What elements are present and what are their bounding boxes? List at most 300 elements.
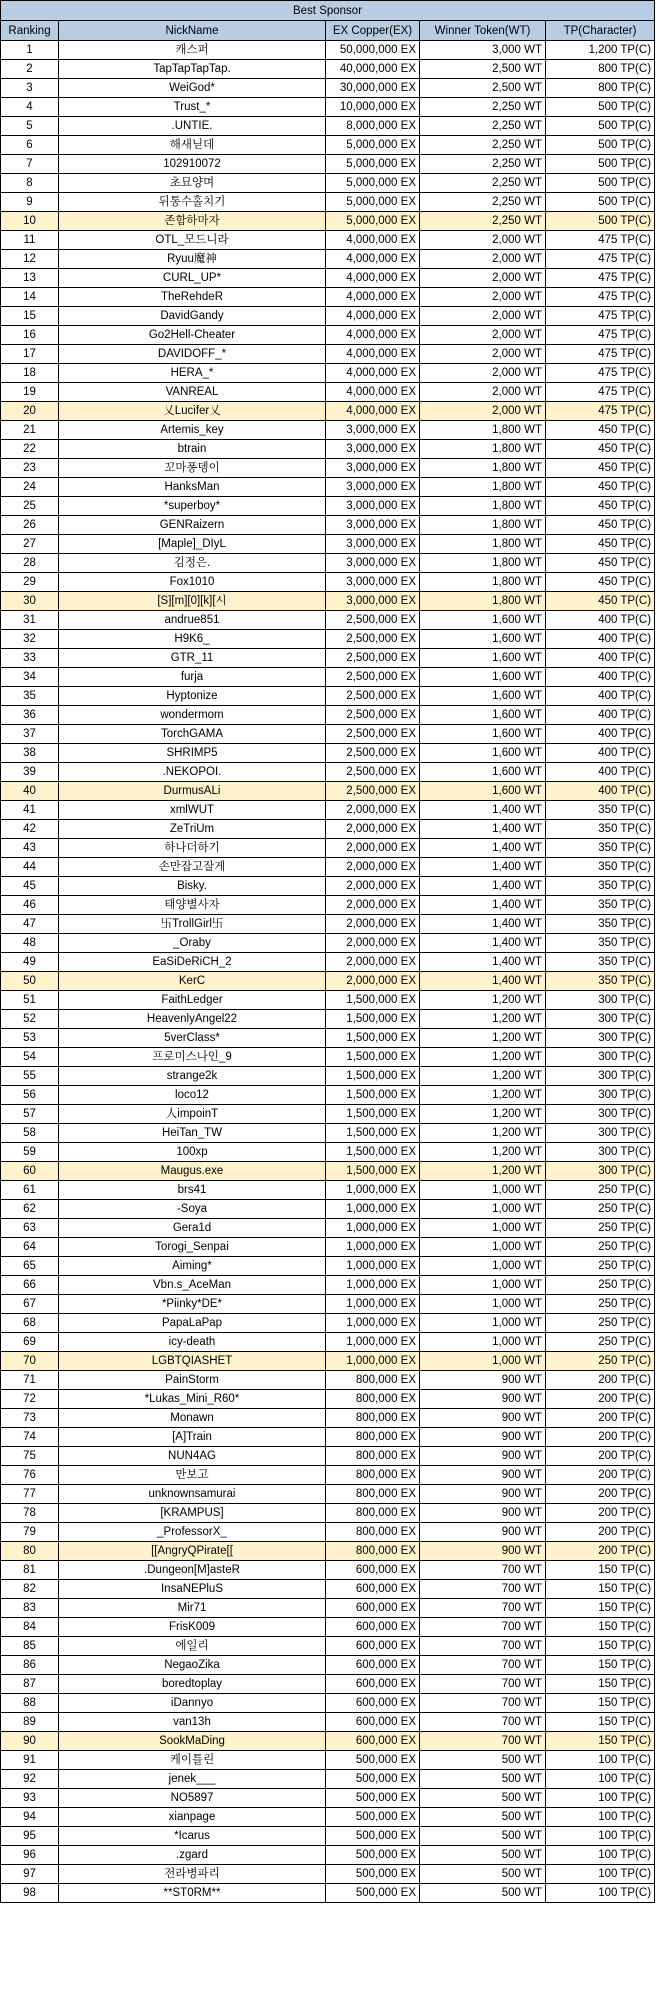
cell-ranking: 6 [1,136,59,155]
cell-ex-copper: 600,000 EX [326,1618,420,1637]
cell-ex-copper: 600,000 EX [326,1694,420,1713]
cell-tp-character: 300 TP(C) [546,991,655,1010]
cell-ranking: 72 [1,1390,59,1409]
cell-tp-character: 475 TP(C) [546,269,655,288]
header-nickname: NickName [59,21,326,41]
cell-winner-token: 2,250 WT [420,98,546,117]
cell-tp-character: 400 TP(C) [546,668,655,687]
cell-tp-character: 150 TP(C) [546,1694,655,1713]
cell-ex-copper: 2,000,000 EX [326,858,420,877]
cell-ranking: 61 [1,1181,59,1200]
table-row [1,1542,655,1561]
cell-nickname: LGBTQIASHET [59,1352,326,1371]
cell-winner-token: 2,000 WT [420,402,546,421]
table-row [1,193,655,212]
table-row [1,1884,655,1903]
table-row [1,364,655,383]
cell-nickname: andrue851 [59,611,326,630]
table-row [1,1808,655,1827]
table-row [1,345,655,364]
cell-winner-token: 1,800 WT [420,459,546,478]
cell-ranking: 20 [1,402,59,421]
cell-nickname: TorchGAMA [59,725,326,744]
cell-tp-character: 150 TP(C) [546,1580,655,1599]
cell-ranking: 17 [1,345,59,364]
header-ranking: Ranking [1,21,59,41]
cell-nickname: FaithLedger [59,991,326,1010]
cell-nickname: 전라병파리 [59,1865,326,1884]
table-row [1,649,655,668]
cell-ex-copper: 2,500,000 EX [326,744,420,763]
table-row [1,1219,655,1238]
table-body [1,1,655,1903]
cell-nickname: [KRAMPUS] [59,1504,326,1523]
cell-ex-copper: 800,000 EX [326,1542,420,1561]
cell-ranking: 2 [1,60,59,79]
cell-ranking: 73 [1,1409,59,1428]
cell-winner-token: 1,000 WT [420,1333,546,1352]
cell-tp-character: 200 TP(C) [546,1447,655,1466]
cell-tp-character: 400 TP(C) [546,744,655,763]
cell-nickname: 만보고 [59,1466,326,1485]
table-row [1,1694,655,1713]
table-row [1,1732,655,1751]
cell-winner-token: 1,600 WT [420,725,546,744]
cell-ex-copper: 600,000 EX [326,1561,420,1580]
cell-nickname: furja [59,668,326,687]
cell-ranking: 24 [1,478,59,497]
cell-ex-copper: 4,000,000 EX [326,402,420,421]
cell-ex-copper: 2,500,000 EX [326,668,420,687]
cell-nickname: 꼬마퐁뎅이 [59,459,326,478]
cell-winner-token: 3,000 WT [420,41,546,60]
table-row [1,1656,655,1675]
cell-winner-token: 1,800 WT [420,421,546,440]
cell-ex-copper: 600,000 EX [326,1732,420,1751]
cell-winner-token: 2,250 WT [420,117,546,136]
cell-ranking: 58 [1,1124,59,1143]
table-row [1,117,655,136]
cell-nickname: loco12 [59,1086,326,1105]
cell-nickname: 태양별사자 [59,896,326,915]
cell-winner-token: 1,600 WT [420,782,546,801]
cell-nickname: brs41 [59,1181,326,1200]
cell-tp-character: 500 TP(C) [546,98,655,117]
cell-winner-token: 2,250 WT [420,193,546,212]
cell-ranking: 26 [1,516,59,535]
cell-tp-character: 300 TP(C) [546,1086,655,1105]
cell-winner-token: 2,000 WT [420,326,546,345]
cell-nickname: 해새닏데 [59,136,326,155]
cell-ex-copper: 1,500,000 EX [326,991,420,1010]
cell-tp-character: 250 TP(C) [546,1352,655,1371]
cell-tp-character: 400 TP(C) [546,649,655,668]
cell-ex-copper: 3,000,000 EX [326,497,420,516]
table-row [1,1428,655,1447]
table-row [1,706,655,725]
cell-winner-token: 2,000 WT [420,269,546,288]
cell-tp-character: 500 TP(C) [546,117,655,136]
cell-ranking: 84 [1,1618,59,1637]
cell-winner-token: 1,200 WT [420,1124,546,1143]
cell-ex-copper: 1,500,000 EX [326,1086,420,1105]
cell-nickname: VANREAL [59,383,326,402]
cell-ranking: 34 [1,668,59,687]
table-row [1,1751,655,1770]
cell-ex-copper: 2,000,000 EX [326,896,420,915]
cell-ranking: 15 [1,307,59,326]
table-row [1,763,655,782]
cell-ranking: 62 [1,1200,59,1219]
cell-tp-character: 350 TP(C) [546,877,655,896]
cell-tp-character: 400 TP(C) [546,687,655,706]
cell-winner-token: 1,200 WT [420,1086,546,1105]
cell-nickname: [[AngryQPirate[[ [59,1542,326,1561]
cell-ex-copper: 4,000,000 EX [326,383,420,402]
cell-tp-character: 300 TP(C) [546,1029,655,1048]
cell-ex-copper: 2,500,000 EX [326,706,420,725]
cell-tp-character: 400 TP(C) [546,630,655,649]
cell-nickname: NegaoZika [59,1656,326,1675]
cell-ex-copper: 2,000,000 EX [326,820,420,839]
cell-ex-copper: 5,000,000 EX [326,212,420,231]
cell-ranking: 54 [1,1048,59,1067]
cell-tp-character: 150 TP(C) [546,1732,655,1751]
cell-tp-character: 475 TP(C) [546,250,655,269]
cell-tp-character: 500 TP(C) [546,155,655,174]
cell-tp-character: 350 TP(C) [546,953,655,972]
cell-nickname: xmlWUT [59,801,326,820]
cell-ranking: 48 [1,934,59,953]
cell-ex-copper: 1,000,000 EX [326,1314,420,1333]
table-title: Best Sponsor [1,1,655,21]
table-row [1,269,655,288]
cell-tp-character: 250 TP(C) [546,1181,655,1200]
cell-ranking: 88 [1,1694,59,1713]
cell-ex-copper: 2,500,000 EX [326,782,420,801]
cell-nickname: wondermom [59,706,326,725]
cell-tp-character: 350 TP(C) [546,934,655,953]
table-row [1,79,655,98]
table-row [1,782,655,801]
cell-ex-copper: 2,500,000 EX [326,611,420,630]
cell-ex-copper: 1,500,000 EX [326,1067,420,1086]
cell-ranking: 57 [1,1105,59,1124]
cell-nickname: TheRehdeR [59,288,326,307]
cell-ex-copper: 500,000 EX [326,1827,420,1846]
table-row [1,1086,655,1105]
cell-ranking: 44 [1,858,59,877]
table-row [1,1010,655,1029]
cell-tp-character: 200 TP(C) [546,1523,655,1542]
cell-winner-token: 1,400 WT [420,820,546,839]
cell-ranking: 87 [1,1675,59,1694]
cell-nickname: EaSiDeRiCH_2 [59,953,326,972]
cell-tp-character: 200 TP(C) [546,1504,655,1523]
cell-winner-token: 2,000 WT [420,364,546,383]
cell-ranking: 66 [1,1276,59,1295]
header-winner-token: Winner Token(WT) [420,21,546,41]
cell-nickname: Bisky. [59,877,326,896]
table-row [1,326,655,345]
cell-ex-copper: 800,000 EX [326,1466,420,1485]
table-row [1,991,655,1010]
cell-tp-character: 250 TP(C) [546,1333,655,1352]
cell-ranking: 97 [1,1865,59,1884]
cell-ex-copper: 600,000 EX [326,1713,420,1732]
cell-ex-copper: 3,000,000 EX [326,440,420,459]
cell-tp-character: 100 TP(C) [546,1884,655,1903]
cell-nickname: _Oraby [59,934,326,953]
table-row [1,630,655,649]
cell-nickname: 하나더하기 [59,839,326,858]
cell-nickname: Torogi_Senpai [59,1238,326,1257]
cell-winner-token: 900 WT [420,1390,546,1409]
cell-nickname: boredtoplay [59,1675,326,1694]
cell-winner-token: 900 WT [420,1504,546,1523]
cell-winner-token: 1,400 WT [420,972,546,991]
cell-nickname: PapaLaPap [59,1314,326,1333]
cell-ex-copper: 4,000,000 EX [326,364,420,383]
cell-winner-token: 500 WT [420,1770,546,1789]
cell-ex-copper: 2,500,000 EX [326,725,420,744]
cell-nickname: icy-death [59,1333,326,1352]
cell-nickname: unknownsamurai [59,1485,326,1504]
cell-ex-copper: 600,000 EX [326,1637,420,1656]
cell-tp-character: 100 TP(C) [546,1770,655,1789]
table-row [1,1504,655,1523]
cell-ex-copper: 1,500,000 EX [326,1048,420,1067]
cell-winner-token: 1,000 WT [420,1238,546,1257]
cell-ex-copper: 800,000 EX [326,1371,420,1390]
cell-ex-copper: 1,000,000 EX [326,1295,420,1314]
cell-ranking: 37 [1,725,59,744]
cell-nickname: Vbn.s_AceMan [59,1276,326,1295]
cell-nickname: .NEKOPOI. [59,763,326,782]
cell-ranking: 21 [1,421,59,440]
table-row [1,1561,655,1580]
cell-tp-character: 200 TP(C) [546,1485,655,1504]
cell-tp-character: 475 TP(C) [546,364,655,383]
cell-winner-token: 700 WT [420,1561,546,1580]
table-row [1,820,655,839]
cell-winner-token: 1,200 WT [420,1105,546,1124]
cell-ex-copper: 800,000 EX [326,1485,420,1504]
table-row [1,877,655,896]
cell-nickname: KerC [59,972,326,991]
cell-tp-character: 450 TP(C) [546,516,655,535]
cell-ex-copper: 1,500,000 EX [326,1143,420,1162]
cell-ranking: 8 [1,174,59,193]
table-row [1,1447,655,1466]
cell-tp-character: 475 TP(C) [546,326,655,345]
cell-winner-token: 2,500 WT [420,60,546,79]
cell-winner-token: 1,400 WT [420,953,546,972]
cell-winner-token: 900 WT [420,1466,546,1485]
cell-winner-token: 700 WT [420,1713,546,1732]
table-row [1,136,655,155]
cell-ranking: 74 [1,1428,59,1447]
cell-tp-character: 200 TP(C) [546,1466,655,1485]
cell-ex-copper: 5,000,000 EX [326,136,420,155]
cell-winner-token: 1,200 WT [420,1029,546,1048]
cell-ranking: 51 [1,991,59,1010]
cell-ranking: 47 [1,915,59,934]
cell-ranking: 5 [1,117,59,136]
cell-ranking: 80 [1,1542,59,1561]
cell-winner-token: 2,500 WT [420,79,546,98]
cell-nickname: .zgard [59,1846,326,1865]
cell-nickname: PainStorm [59,1371,326,1390]
cell-ranking: 89 [1,1713,59,1732]
cell-winner-token: 1,000 WT [420,1257,546,1276]
cell-winner-token: 2,000 WT [420,231,546,250]
table-row [1,535,655,554]
cell-winner-token: 500 WT [420,1751,546,1770]
cell-nickname: Hyptonize [59,687,326,706]
cell-tp-character: 450 TP(C) [546,554,655,573]
cell-nickname: Trust_* [59,98,326,117]
cell-nickname: InsaNEPluS [59,1580,326,1599]
table-row [1,1143,655,1162]
cell-nickname: ZeTriUm [59,820,326,839]
cell-ranking: 14 [1,288,59,307]
cell-ranking: 27 [1,535,59,554]
cell-tp-character: 350 TP(C) [546,915,655,934]
cell-tp-character: 350 TP(C) [546,839,655,858]
cell-winner-token: 1,600 WT [420,649,546,668]
cell-ex-copper: 1,000,000 EX [326,1238,420,1257]
cell-tp-character: 450 TP(C) [546,440,655,459]
cell-ranking: 98 [1,1884,59,1903]
cell-tp-character: 150 TP(C) [546,1675,655,1694]
cell-nickname: TapTapTapTap. [59,60,326,79]
cell-tp-character: 400 TP(C) [546,611,655,630]
cell-winner-token: 1,200 WT [420,991,546,1010]
cell-ranking: 90 [1,1732,59,1751]
cell-nickname: xianpage [59,1808,326,1827]
cell-ranking: 45 [1,877,59,896]
cell-ranking: 59 [1,1143,59,1162]
cell-ranking: 23 [1,459,59,478]
cell-winner-token: 1,400 WT [420,877,546,896]
table-row [1,174,655,193]
cell-tp-character: 100 TP(C) [546,1827,655,1846]
cell-ex-copper: 40,000,000 EX [326,60,420,79]
table-row [1,1846,655,1865]
cell-tp-character: 475 TP(C) [546,288,655,307]
table-row [1,1048,655,1067]
cell-ranking: 29 [1,573,59,592]
table-row [1,554,655,573]
cell-ex-copper: 2,500,000 EX [326,687,420,706]
table-row [1,1485,655,1504]
cell-ranking: 60 [1,1162,59,1181]
cell-nickname: 5verClass* [59,1029,326,1048]
cell-tp-character: 400 TP(C) [546,763,655,782]
cell-tp-character: 100 TP(C) [546,1789,655,1808]
cell-ranking: 33 [1,649,59,668]
table-row [1,440,655,459]
cell-ranking: 65 [1,1257,59,1276]
cell-ex-copper: 2,000,000 EX [326,839,420,858]
cell-winner-token: 500 WT [420,1846,546,1865]
cell-ex-copper: 2,000,000 EX [326,877,420,896]
cell-tp-character: 200 TP(C) [546,1409,655,1428]
table-row [1,60,655,79]
cell-ex-copper: 4,000,000 EX [326,288,420,307]
cell-winner-token: 700 WT [420,1656,546,1675]
cell-ex-copper: 1,500,000 EX [326,1029,420,1048]
cell-ex-copper: 2,000,000 EX [326,953,420,972]
cell-winner-token: 1,800 WT [420,554,546,573]
table-row [1,1276,655,1295]
cell-tp-character: 250 TP(C) [546,1200,655,1219]
cell-nickname: 人impoinT [59,1105,326,1124]
cell-ranking: 1 [1,41,59,60]
cell-ex-copper: 4,000,000 EX [326,345,420,364]
table-row [1,1789,655,1808]
cell-nickname: 100xp [59,1143,326,1162]
cell-ex-copper: 3,000,000 EX [326,459,420,478]
cell-tp-character: 800 TP(C) [546,79,655,98]
cell-tp-character: 300 TP(C) [546,1162,655,1181]
cell-winner-token: 1,000 WT [420,1219,546,1238]
cell-tp-character: 150 TP(C) [546,1713,655,1732]
cell-ranking: 22 [1,440,59,459]
cell-winner-token: 2,000 WT [420,307,546,326]
cell-ranking: 70 [1,1352,59,1371]
table-row [1,1200,655,1219]
cell-nickname: Artemis_key [59,421,326,440]
table-row [1,402,655,421]
cell-nickname: Aiming* [59,1257,326,1276]
cell-ranking: 25 [1,497,59,516]
cell-ranking: 67 [1,1295,59,1314]
cell-ex-copper: 1,000,000 EX [326,1352,420,1371]
table-row [1,307,655,326]
cell-nickname: 초묘양며 [59,174,326,193]
cell-tp-character: 100 TP(C) [546,1865,655,1884]
cell-winner-token: 500 WT [420,1827,546,1846]
table-row [1,383,655,402]
cell-ex-copper: 8,000,000 EX [326,117,420,136]
table-row [1,1352,655,1371]
cell-nickname: 102910072 [59,155,326,174]
cell-ex-copper: 3,000,000 EX [326,421,420,440]
cell-winner-token: 1,000 WT [420,1200,546,1219]
cell-ranking: 82 [1,1580,59,1599]
table-row [1,1466,655,1485]
cell-tp-character: 450 TP(C) [546,459,655,478]
cell-ranking: 78 [1,1504,59,1523]
cell-ranking: 13 [1,269,59,288]
cell-ranking: 10 [1,212,59,231]
cell-ranking: 77 [1,1485,59,1504]
cell-ex-copper: 500,000 EX [326,1808,420,1827]
cell-nickname: 케이틀린 [59,1751,326,1770]
cell-ranking: 92 [1,1770,59,1789]
cell-winner-token: 1,600 WT [420,744,546,763]
cell-winner-token: 1,800 WT [420,573,546,592]
table-row [1,1181,655,1200]
cell-ex-copper: 4,000,000 EX [326,250,420,269]
cell-ranking: 38 [1,744,59,763]
cell-ex-copper: 3,000,000 EX [326,516,420,535]
table-row [1,1713,655,1732]
cell-winner-token: 900 WT [420,1523,546,1542]
table-row [1,1865,655,1884]
